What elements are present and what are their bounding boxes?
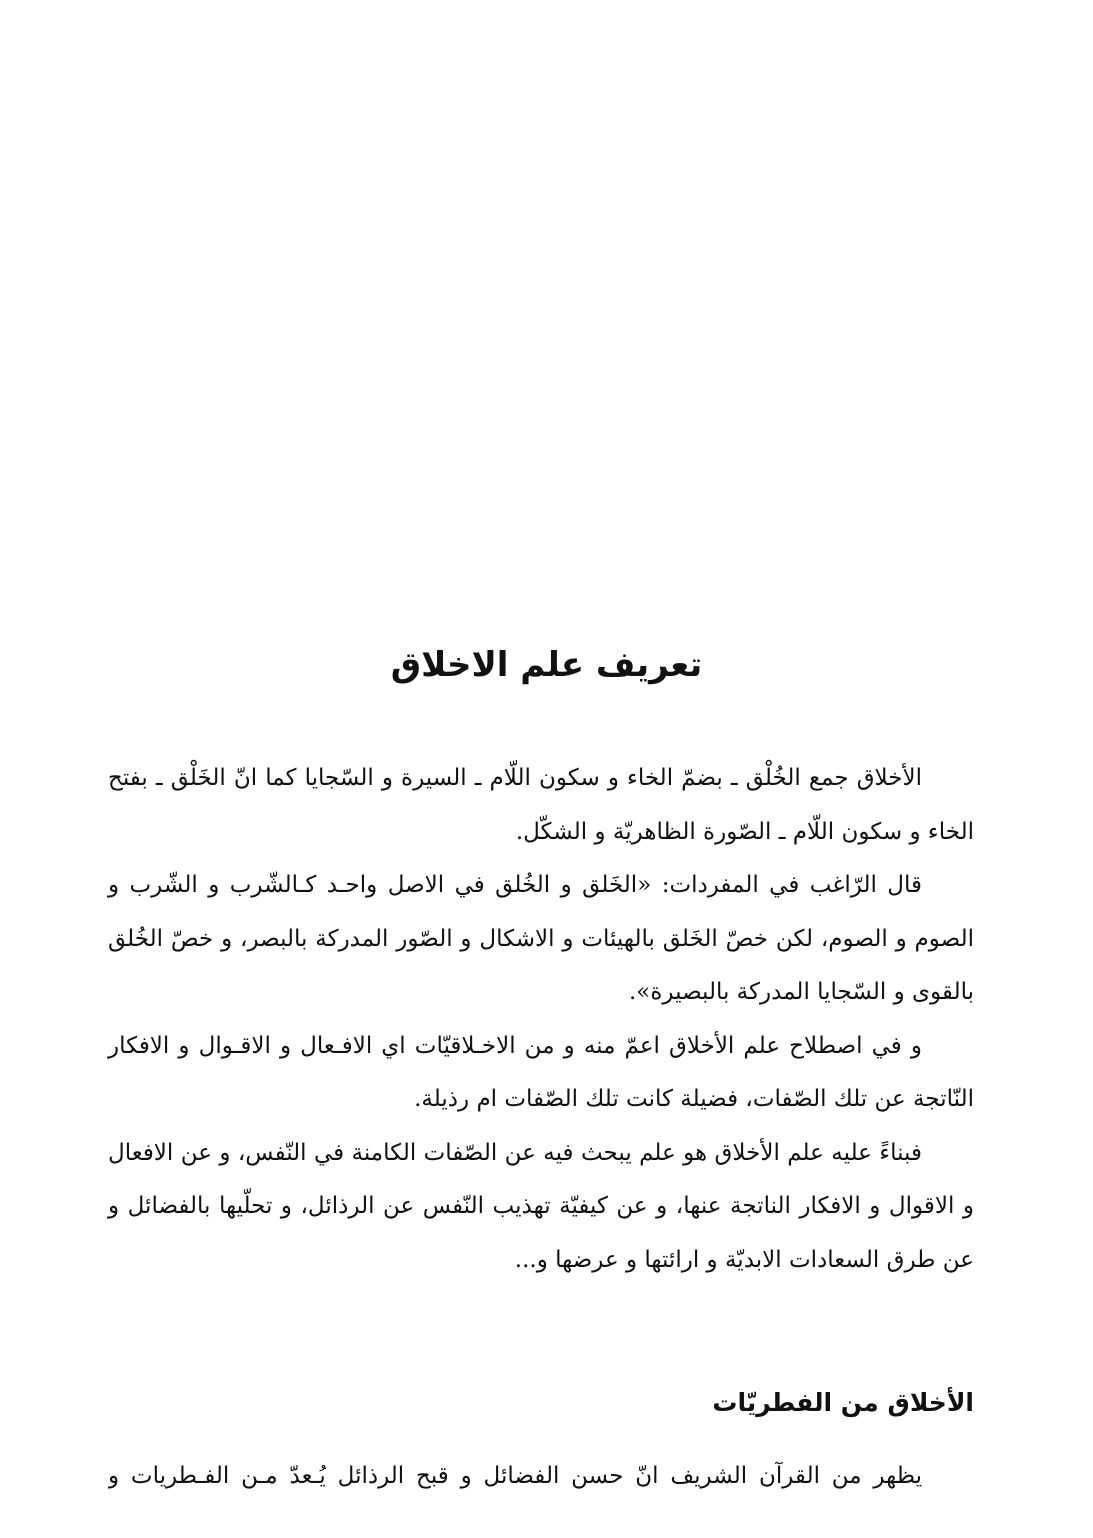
section-body (108, 752, 974, 1287)
paragraph-innate: يظهر من القرآن الشريف انّ حسن الفضائل و قبح الرذائل يُـعدّ مـن الفـطريات و (108, 1463, 922, 1489)
paragraph-raghib-quote: قال الرّاغب في المفردات: «الخَلق و الخُلق في الاصل واحـد كـالشّرب و الشّرب و الصوم و الصوم، لكن خصّ الخَلق بالهيئات و الاشكال و الصّور المدركة بالبصر، و خصّ الخُلق بالقوى و السّجايا المدركة بالبصيرة». (108, 872, 974, 1005)
subsection-heading: الأخلاق من الفطريّات (712, 1388, 974, 1417)
subsection-body (108, 1450, 974, 1504)
paragraph-conclusion: فبناءً عليه علم الأخلاق هو علم يبحث فيه عن الصّفات الكامنة في النّفس، و عن الافعال و الاقوال و الافكار الناتجة عنها، و عن كيفيّة تهذيب النّفس عن الرذائل، و تحلّيها بالفضائل و عن طرق السعادات الابديّة و ارائتها و عرضها و... (108, 1139, 974, 1273)
paragraph-definition: الأخلاق جمع الخُلْق ـ بضمّ الخاء و سكون اللّام ـ السيرة و السّجايا كما انّ الخَلْق ـ بفتح الخاء و سكون اللّام ـ الصّورة الظاهريّة و الشكّل. (108, 765, 974, 845)
page-title: تعريف علم الاخلاق (390, 645, 703, 685)
paragraph-terminology: و في اصطلاح علم الأخلاق اعمّ منه و من الاخـلاقيّات اي الافـعال و الاقـوال و الافكار النّاتجة عن تلك الصّفات، فضيلة كانت تلك الصّفات ام رذيلة. (108, 1032, 974, 1112)
